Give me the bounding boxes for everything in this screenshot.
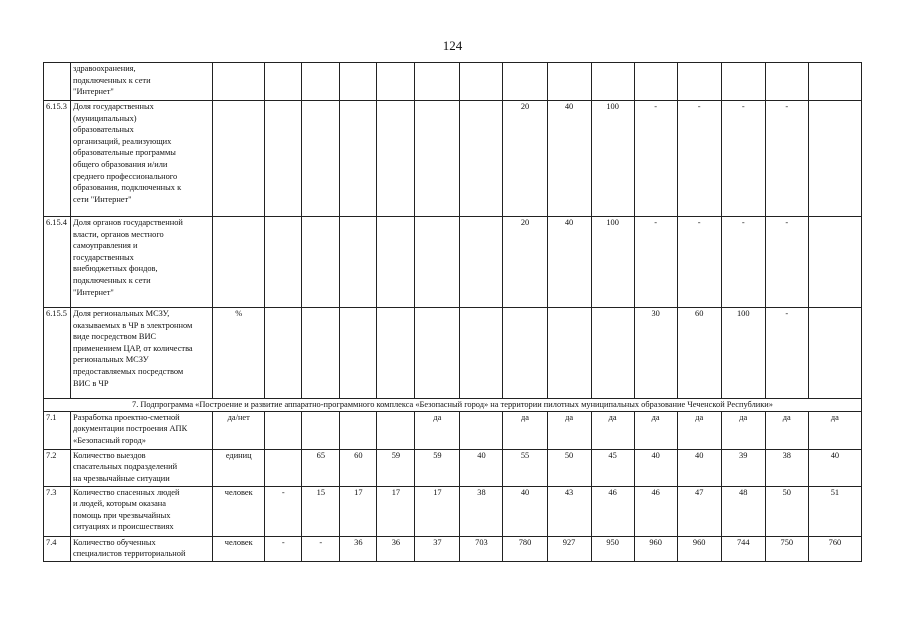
unit-cell: %: [213, 308, 265, 399]
value-cell: да: [415, 411, 460, 449]
unit-cell: [213, 217, 265, 308]
value-cell: 48: [721, 486, 765, 536]
unit-cell: единиц: [213, 449, 265, 486]
value-cell: 37: [415, 536, 460, 561]
value-cell: -: [765, 217, 808, 308]
value-cell: -: [677, 101, 721, 217]
value-cell: [591, 63, 634, 101]
value-cell: 59: [415, 449, 460, 486]
value-cell: 780: [503, 536, 547, 561]
value-cell: -: [634, 217, 677, 308]
value-cell: [377, 217, 415, 308]
table-row: [44, 308, 862, 399]
unit-cell: человек: [213, 486, 265, 536]
indicator-name: Количество спасенных людей и людей, которым оказана помощь при чрезвычайных ситуациях и происшествиях: [71, 486, 213, 536]
unit-cell: [213, 63, 265, 101]
value-cell: 17: [377, 486, 415, 536]
table-row: [44, 411, 862, 449]
value-cell: 51: [808, 486, 861, 536]
value-cell: [547, 63, 591, 101]
value-cell: 40: [547, 101, 591, 217]
value-cell: [460, 308, 503, 399]
value-cell: [415, 308, 460, 399]
value-cell: да: [591, 411, 634, 449]
value-cell: [591, 308, 634, 399]
value-cell: 960: [677, 536, 721, 561]
indicator-name: здравоохранения, подключенных к сети "Интернет": [71, 63, 213, 101]
value-cell: [460, 411, 503, 449]
value-cell: да: [808, 411, 861, 449]
value-cell: [415, 101, 460, 217]
value-cell: [808, 217, 861, 308]
value-cell: да: [547, 411, 591, 449]
value-cell: [415, 63, 460, 101]
value-cell: 50: [547, 449, 591, 486]
value-cell: 60: [677, 308, 721, 399]
value-cell: 40: [677, 449, 721, 486]
value-cell: 36: [377, 536, 415, 561]
value-cell: [377, 411, 415, 449]
value-cell: 100: [591, 217, 634, 308]
value-cell: 59: [377, 449, 415, 486]
row-number: 7.3: [44, 486, 71, 536]
value-cell: [377, 101, 415, 217]
value-cell: 20: [503, 101, 547, 217]
value-cell: -: [677, 217, 721, 308]
unit-cell: человек: [213, 536, 265, 561]
value-cell: да: [721, 411, 765, 449]
value-cell: 46: [634, 486, 677, 536]
value-cell: 40: [808, 449, 861, 486]
value-cell: [415, 217, 460, 308]
value-cell: 47: [677, 486, 721, 536]
value-cell: [265, 217, 302, 308]
value-cell: 30: [634, 308, 677, 399]
indicators-table: [43, 62, 862, 562]
value-cell: [302, 217, 340, 308]
value-cell: 45: [591, 449, 634, 486]
value-cell: да: [503, 411, 547, 449]
value-cell: да: [765, 411, 808, 449]
value-cell: [765, 63, 808, 101]
table-row: [44, 399, 862, 412]
value-cell: [377, 308, 415, 399]
value-cell: [265, 411, 302, 449]
value-cell: -: [302, 536, 340, 561]
value-cell: 100: [721, 308, 765, 399]
value-cell: [808, 308, 861, 399]
value-cell: 40: [634, 449, 677, 486]
value-cell: 40: [460, 449, 503, 486]
value-cell: [677, 63, 721, 101]
row-number: 7.4: [44, 536, 71, 561]
value-cell: [547, 308, 591, 399]
value-cell: 36: [340, 536, 377, 561]
indicator-name: Доля государственных (муниципальных) образовательных организаций, реализующих образовательные программы общего образования и/или среднего профессионального образования, подключенных к сети "Интернет": [71, 101, 213, 217]
value-cell: 20: [503, 217, 547, 308]
value-cell: [634, 63, 677, 101]
value-cell: [808, 101, 861, 217]
value-cell: 55: [503, 449, 547, 486]
value-cell: 950: [591, 536, 634, 561]
value-cell: [265, 449, 302, 486]
value-cell: 40: [547, 217, 591, 308]
value-cell: 760: [808, 536, 861, 561]
value-cell: 17: [415, 486, 460, 536]
table-row: [44, 63, 862, 101]
value-cell: -: [634, 101, 677, 217]
value-cell: 40: [503, 486, 547, 536]
value-cell: [721, 63, 765, 101]
value-cell: [377, 63, 415, 101]
value-cell: -: [265, 486, 302, 536]
row-number: 7.2: [44, 449, 71, 486]
indicator-name: Количество обученных специалистов территориальной: [71, 536, 213, 561]
value-cell: -: [765, 101, 808, 217]
value-cell: -: [721, 101, 765, 217]
value-cell: [302, 101, 340, 217]
value-cell: [460, 217, 503, 308]
value-cell: 15: [302, 486, 340, 536]
unit-cell: [213, 101, 265, 217]
indicator-name: Разработка проектно-сметной документации построения АПК «Безопасный город»: [71, 411, 213, 449]
value-cell: 927: [547, 536, 591, 561]
value-cell: [460, 63, 503, 101]
value-cell: [340, 63, 377, 101]
value-cell: 65: [302, 449, 340, 486]
row-number: 7.1: [44, 411, 71, 449]
value-cell: [460, 101, 503, 217]
value-cell: -: [765, 308, 808, 399]
value-cell: да: [634, 411, 677, 449]
unit-cell: да/нет: [213, 411, 265, 449]
table-row: [44, 486, 862, 536]
value-cell: -: [721, 217, 765, 308]
value-cell: [340, 217, 377, 308]
value-cell: 750: [765, 536, 808, 561]
table-row: [44, 449, 862, 486]
table-row: [44, 536, 862, 561]
value-cell: [265, 101, 302, 217]
value-cell: [340, 101, 377, 217]
value-cell: [265, 63, 302, 101]
page-number: 124: [442, 38, 463, 53]
row-number: 6.15.3: [44, 101, 71, 217]
table-row: [44, 217, 862, 308]
row-number: 6.15.4: [44, 217, 71, 308]
value-cell: 703: [460, 536, 503, 561]
row-number: [44, 63, 71, 101]
indicator-name: Количество выездов спасательных подразделений на чрезвычайные ситуации: [71, 449, 213, 486]
value-cell: [302, 411, 340, 449]
table-row: [44, 101, 862, 217]
row-number: 6.15.5: [44, 308, 71, 399]
value-cell: [265, 308, 302, 399]
value-cell: 38: [460, 486, 503, 536]
value-cell: 100: [591, 101, 634, 217]
indicator-name: Доля органов государственной власти, органов местного самоуправления и государственных внебюджетных фондов, подключенных к сети "Интернет": [71, 217, 213, 308]
value-cell: 39: [721, 449, 765, 486]
value-cell: 46: [591, 486, 634, 536]
value-cell: [340, 411, 377, 449]
value-cell: 744: [721, 536, 765, 561]
value-cell: 60: [340, 449, 377, 486]
value-cell: да: [677, 411, 721, 449]
indicator-name: Доля региональных МСЗУ, оказываемых в ЧР в электронном виде посредством ВИС применением ЦАР, от количества региональных МСЗУ предоставляемых посредством ВИС в ЧР: [71, 308, 213, 399]
value-cell: [503, 63, 547, 101]
value-cell: -: [265, 536, 302, 561]
value-cell: 38: [765, 449, 808, 486]
value-cell: [503, 308, 547, 399]
value-cell: 50: [765, 486, 808, 536]
value-cell: [302, 308, 340, 399]
value-cell: 17: [340, 486, 377, 536]
value-cell: [302, 63, 340, 101]
subprogram-heading: 7. Подпрограмма «Построение и развитие аппаратно-программного комплекса «Безопасный город» на территории пилотных муниципальных образование Чеченской Республики»: [44, 399, 862, 412]
value-cell: [808, 63, 861, 101]
value-cell: 960: [634, 536, 677, 561]
value-cell: 43: [547, 486, 591, 536]
value-cell: [340, 308, 377, 399]
